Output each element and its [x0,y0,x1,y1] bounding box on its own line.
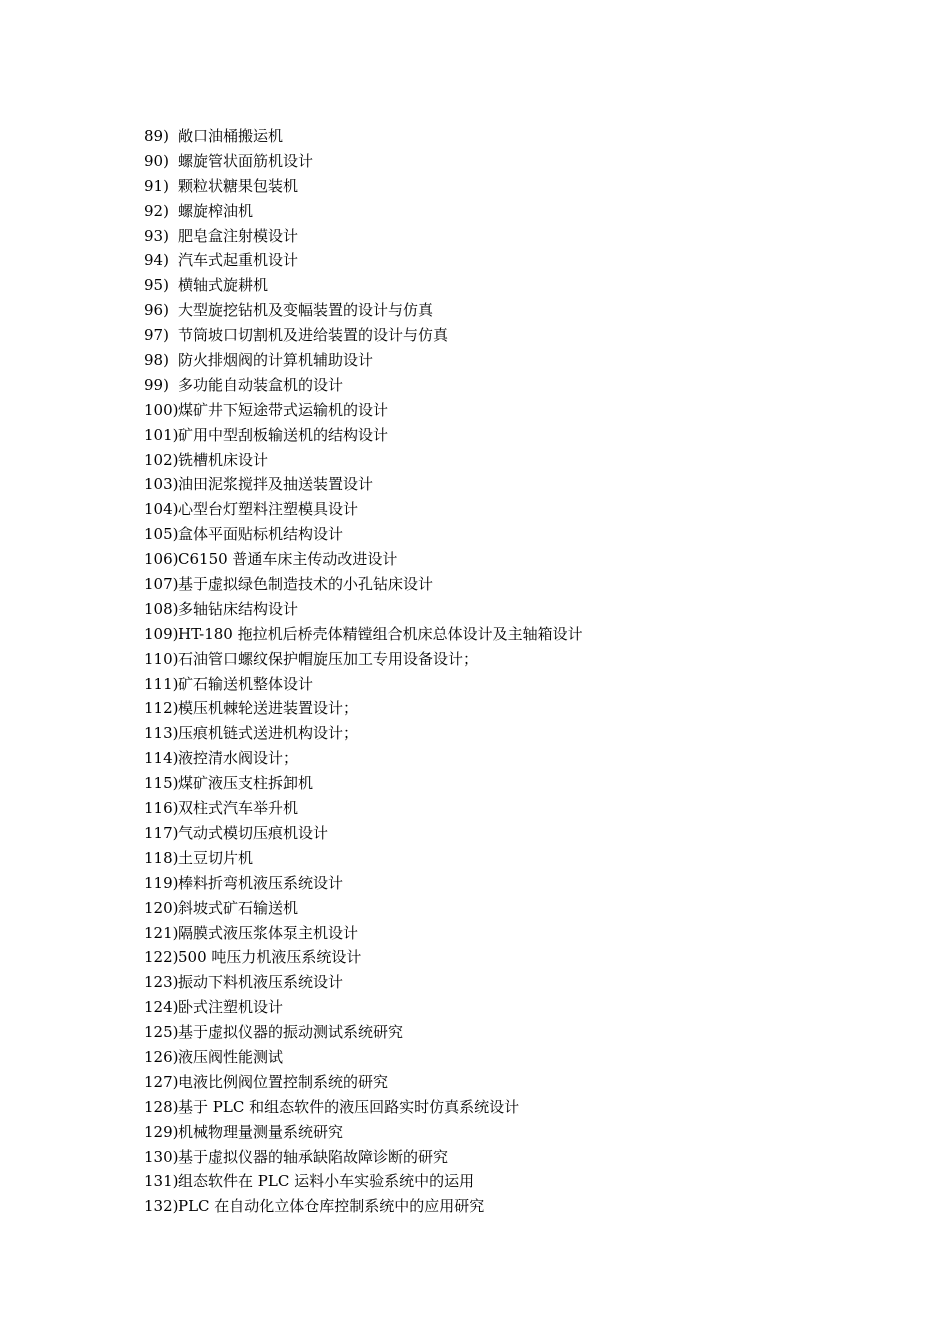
item-title: 棒料折弯机液压系统设计 [178,873,344,892]
list-item [144,995,583,1020]
list-item [144,348,583,373]
item-number: 99) [144,375,169,394]
item-title: 肥皂盒注射模设计 [178,226,299,245]
list-item [144,945,583,970]
list-item [144,224,583,249]
item-title: 螺旋榨油机 [178,201,254,220]
item-number: 117) [144,823,179,842]
list-item [144,696,583,721]
item-title: 液控清水阀设计； [178,749,299,768]
item-title: 振动下料机液压系统设计 [178,973,344,992]
list-item [144,1169,583,1194]
item-number: 124) [144,998,179,1017]
item-title: 颗粒状糖果包装机 [178,176,299,195]
item-number: 127) [144,1072,179,1091]
item-number: 110) [144,649,179,668]
list-item [144,273,583,298]
item-number: 128) [144,1097,179,1116]
list-item [144,522,583,547]
list-item [144,298,583,323]
list-item [144,1194,583,1219]
item-number: 115) [144,774,179,793]
item-number: 132) [144,1197,179,1216]
item-title: 矿石输送机整体设计 [178,674,314,693]
item-title: 双柱式汽车举升机 [178,799,299,818]
item-title: 铣槽机床设计 [178,450,269,469]
item-title: 500 吨压力机液压系统设计 [178,948,362,967]
item-title: 防火排烟阀的计算机辅助设计 [178,351,374,370]
list-item [144,323,583,348]
item-number: 93) [144,226,169,245]
list-item [144,547,583,572]
item-number: 114) [144,749,179,768]
item-number: 102) [144,450,179,469]
item-number: 90) [144,151,169,170]
item-number: 98) [144,351,169,370]
item-title: 多功能自动装盒机的设计 [178,375,344,394]
list-item [144,721,583,746]
item-title: 组态软件在 PLC 运料小车实验系统中的运用 [178,1172,475,1191]
item-title: 盒体平面贴标机结构设计 [178,525,344,544]
item-number: 105) [144,525,179,544]
item-number: 121) [144,923,179,942]
list-item [144,1020,583,1045]
item-title: 汽车式起重机设计 [178,251,299,270]
item-title: 气动式模切压痕机设计 [178,823,329,842]
item-number: 101) [144,425,179,444]
item-number: 91) [144,176,169,195]
item-number: 100) [144,400,179,419]
item-number: 103) [144,475,179,494]
item-number: 109) [144,624,179,643]
item-number: 119) [144,873,179,892]
list-item [144,572,583,597]
list-item [144,248,583,273]
list-item [144,672,583,697]
item-number: 96) [144,301,169,320]
item-title: 心型台灯塑料注塑模具设计 [178,500,359,519]
item-title: 斜坡式矿石输送机 [178,898,299,917]
topic-list [144,124,583,1219]
item-number: 116) [144,799,179,818]
list-item [144,1095,583,1120]
item-number: 92) [144,201,169,220]
item-title: 基于 PLC 和组态软件的液压回路实时仿真系统设计 [178,1097,520,1116]
list-item [144,970,583,995]
list-item [144,497,583,522]
item-number: 125) [144,1023,179,1042]
list-item [144,1045,583,1070]
item-number: 123) [144,973,179,992]
item-title: 煤矿井下短途带式运输机的设计 [178,400,389,419]
list-item [144,896,583,921]
list-item [144,1070,583,1095]
list-item [144,597,583,622]
list-item [144,423,583,448]
item-title: 隔膜式液压浆体泵主机设计 [178,923,359,942]
item-title: 螺旋管状面筋机设计 [178,151,314,170]
list-item [144,796,583,821]
item-number: 111) [144,674,179,693]
item-title: 基于虚拟仪器的轴承缺陷故障诊断的研究 [178,1147,449,1166]
list-item [144,174,583,199]
item-title: 液压阀性能测试 [178,1047,284,1066]
list-item [144,124,583,149]
item-title: 敞口油桶搬运机 [178,127,284,145]
list-item [144,149,583,174]
item-number: 106) [144,550,179,569]
list-item [144,1145,583,1170]
list-item [144,373,583,398]
item-title: 基于虚拟仪器的振动测试系统研究 [178,1023,404,1042]
item-number: 126) [144,1047,179,1066]
list-item [144,921,583,946]
item-title: 大型旋挖钻机及变幅装置的设计与仿真 [178,301,434,320]
item-number: 89) [144,127,169,145]
item-title: PLC 在自动化立体仓库控制系统中的应用研究 [178,1197,485,1216]
item-title: 石油管口螺纹保护帽旋压加工专用设备设计； [178,649,479,668]
item-title: 横轴式旋耕机 [178,276,269,295]
item-title: 多轴钻床结构设计 [178,599,299,618]
list-item [144,771,583,796]
item-number: 104) [144,500,179,519]
item-title: HT-180 拖拉机后桥壳体精镗组合机床总体设计及主轴箱设计 [178,624,583,643]
list-item [144,647,583,672]
item-number: 112) [144,699,179,718]
item-number: 108) [144,599,179,618]
item-number: 94) [144,251,169,270]
list-item [144,871,583,896]
item-title: 煤矿液压支柱拆卸机 [178,774,314,793]
item-number: 97) [144,326,169,345]
item-title: 基于虚拟绿色制造技术的小孔钻床设计 [178,575,434,594]
item-number: 113) [144,724,179,743]
item-title: 模压机棘轮送进装置设计； [178,699,359,718]
list-item [144,448,583,473]
item-title: 机械物理量测量系统研究 [178,1122,344,1141]
list-item [144,472,583,497]
item-title: C6150 普通车床主传动改进设计 [178,550,398,569]
list-item [144,622,583,647]
list-item [144,746,583,771]
item-title: 节筒坡口切割机及进给装置的设计与仿真 [178,326,449,345]
item-number: 95) [144,276,169,295]
item-title: 电液比例阀位置控制系统的研究 [178,1072,389,1091]
item-title: 矿用中型刮板输送机的结构设计 [178,425,389,444]
item-title: 土豆切片机 [178,848,254,867]
item-number: 120) [144,898,179,917]
list-item [144,821,583,846]
item-number: 118) [144,848,179,867]
list-item [144,1120,583,1145]
item-number: 130) [144,1147,179,1166]
item-title: 油田泥浆搅拌及抽送装置设计 [178,475,374,494]
item-title: 卧式注塑机设计 [178,998,284,1017]
item-title: 压痕机链式送进机构设计； [178,724,359,743]
list-item [144,199,583,224]
list-item [144,398,583,423]
item-number: 107) [144,575,179,594]
item-number: 131) [144,1172,179,1191]
item-number: 122) [144,948,179,967]
list-item [144,846,583,871]
item-number: 129) [144,1122,179,1141]
